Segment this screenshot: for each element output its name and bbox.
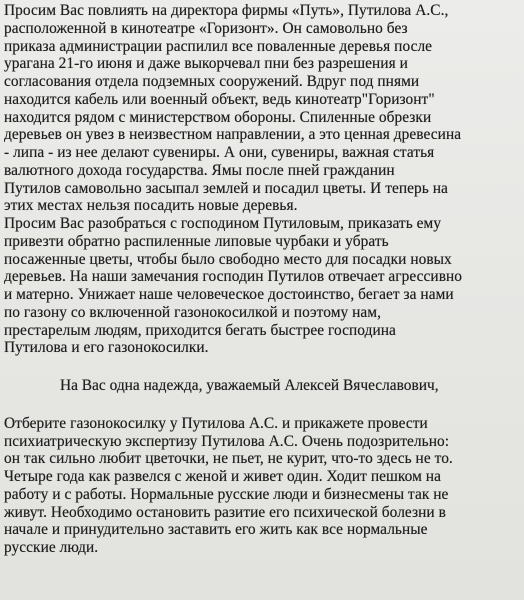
text-line: урагана 21-го июня и даже выкорчевал пни без разрешения и — [4, 55, 408, 73]
text-line: Четыре года как развелся с женой и живет один. Ходит пешком на — [4, 468, 441, 485]
text-line: Просим Вас повлиять на директора фирмы «Путь», Путилова А.С., — [4, 2, 449, 19]
text-line: Отберите газонокосилку у Путилова А.С. и прикажете провести — [4, 414, 428, 432]
text-line: русские люди. — [4, 539, 99, 556]
text-line: психиатрическую экспертизу Путилова А.С. Очень подозрительно: — [4, 432, 450, 450]
text-line: этих местах нельзя посадить новые деревья. — [4, 197, 298, 215]
paragraph-demand — [4, 415, 518, 557]
text-line: привезти обратно распиленные липовые чурбаки и убрать — [4, 232, 389, 250]
text-line: и матерно. Унижает наше человеческое достоинство, бегает за нами — [4, 286, 454, 303]
text-line: посаженные цветы, чтобы было свободно место для посадки новых — [4, 250, 452, 268]
text-line: находится рядом с министерством обороны. Спиленные обрезки — [4, 108, 432, 126]
paragraph-complaint — [4, 2, 518, 215]
text-line: расположенной в кинотеатре «Горизонт». Он самовольно без — [4, 19, 408, 37]
appeal-line: На Вас одна надежда, уважаемый Алексей Вячеславович, — [60, 377, 439, 394]
text-line: начале и принудительно заставить его жить как все нормальные — [4, 521, 428, 539]
paragraph-request — [4, 215, 518, 357]
text-line: деревьев он увез в неизвестном направлении, а это ценная древесина — [4, 126, 462, 144]
text-line: Путилов самовольно засыпал землей и посадил цветы. И теперь на — [4, 179, 448, 197]
text-line: работу и с работы. Нормальные русские люди и бизнесмены так не — [4, 485, 449, 503]
text-line: он так сильно любит цветочки, не пьет, не курит, что-то здесь не то. — [4, 450, 453, 468]
text-line: по газону со включенной газонокосилкой и поэтому нам, — [4, 303, 381, 321]
text-line: живут. Необходимо остановить разитие его психической болезни в — [4, 503, 446, 521]
text-line: - липа - из нее делают сувениры. А они, сувениры, важная статья — [4, 144, 435, 161]
text-line: согласования отдела подземных сооружений. Вдруг под пнями — [4, 73, 420, 90]
text-line: приказа администрации распилил все поваленные деревья после — [4, 37, 433, 55]
text-line: престарелым людям, приходится бегать быстрее господина — [4, 321, 396, 339]
text-line: находится кабель или военный объект, ведь кинотеатр"Горизонт" — [4, 90, 435, 108]
text-line: Просим Вас разобраться с господином Путиловым, приказать ему — [4, 215, 442, 232]
text-line: валютного дохода государства. Ямы после пней гражданин — [4, 161, 395, 179]
text-line: Путилова и его газонокосилки. — [4, 339, 209, 357]
text-line: деревьев. На наши замечания господин Путилов отвечает агрессивно — [4, 268, 463, 286]
